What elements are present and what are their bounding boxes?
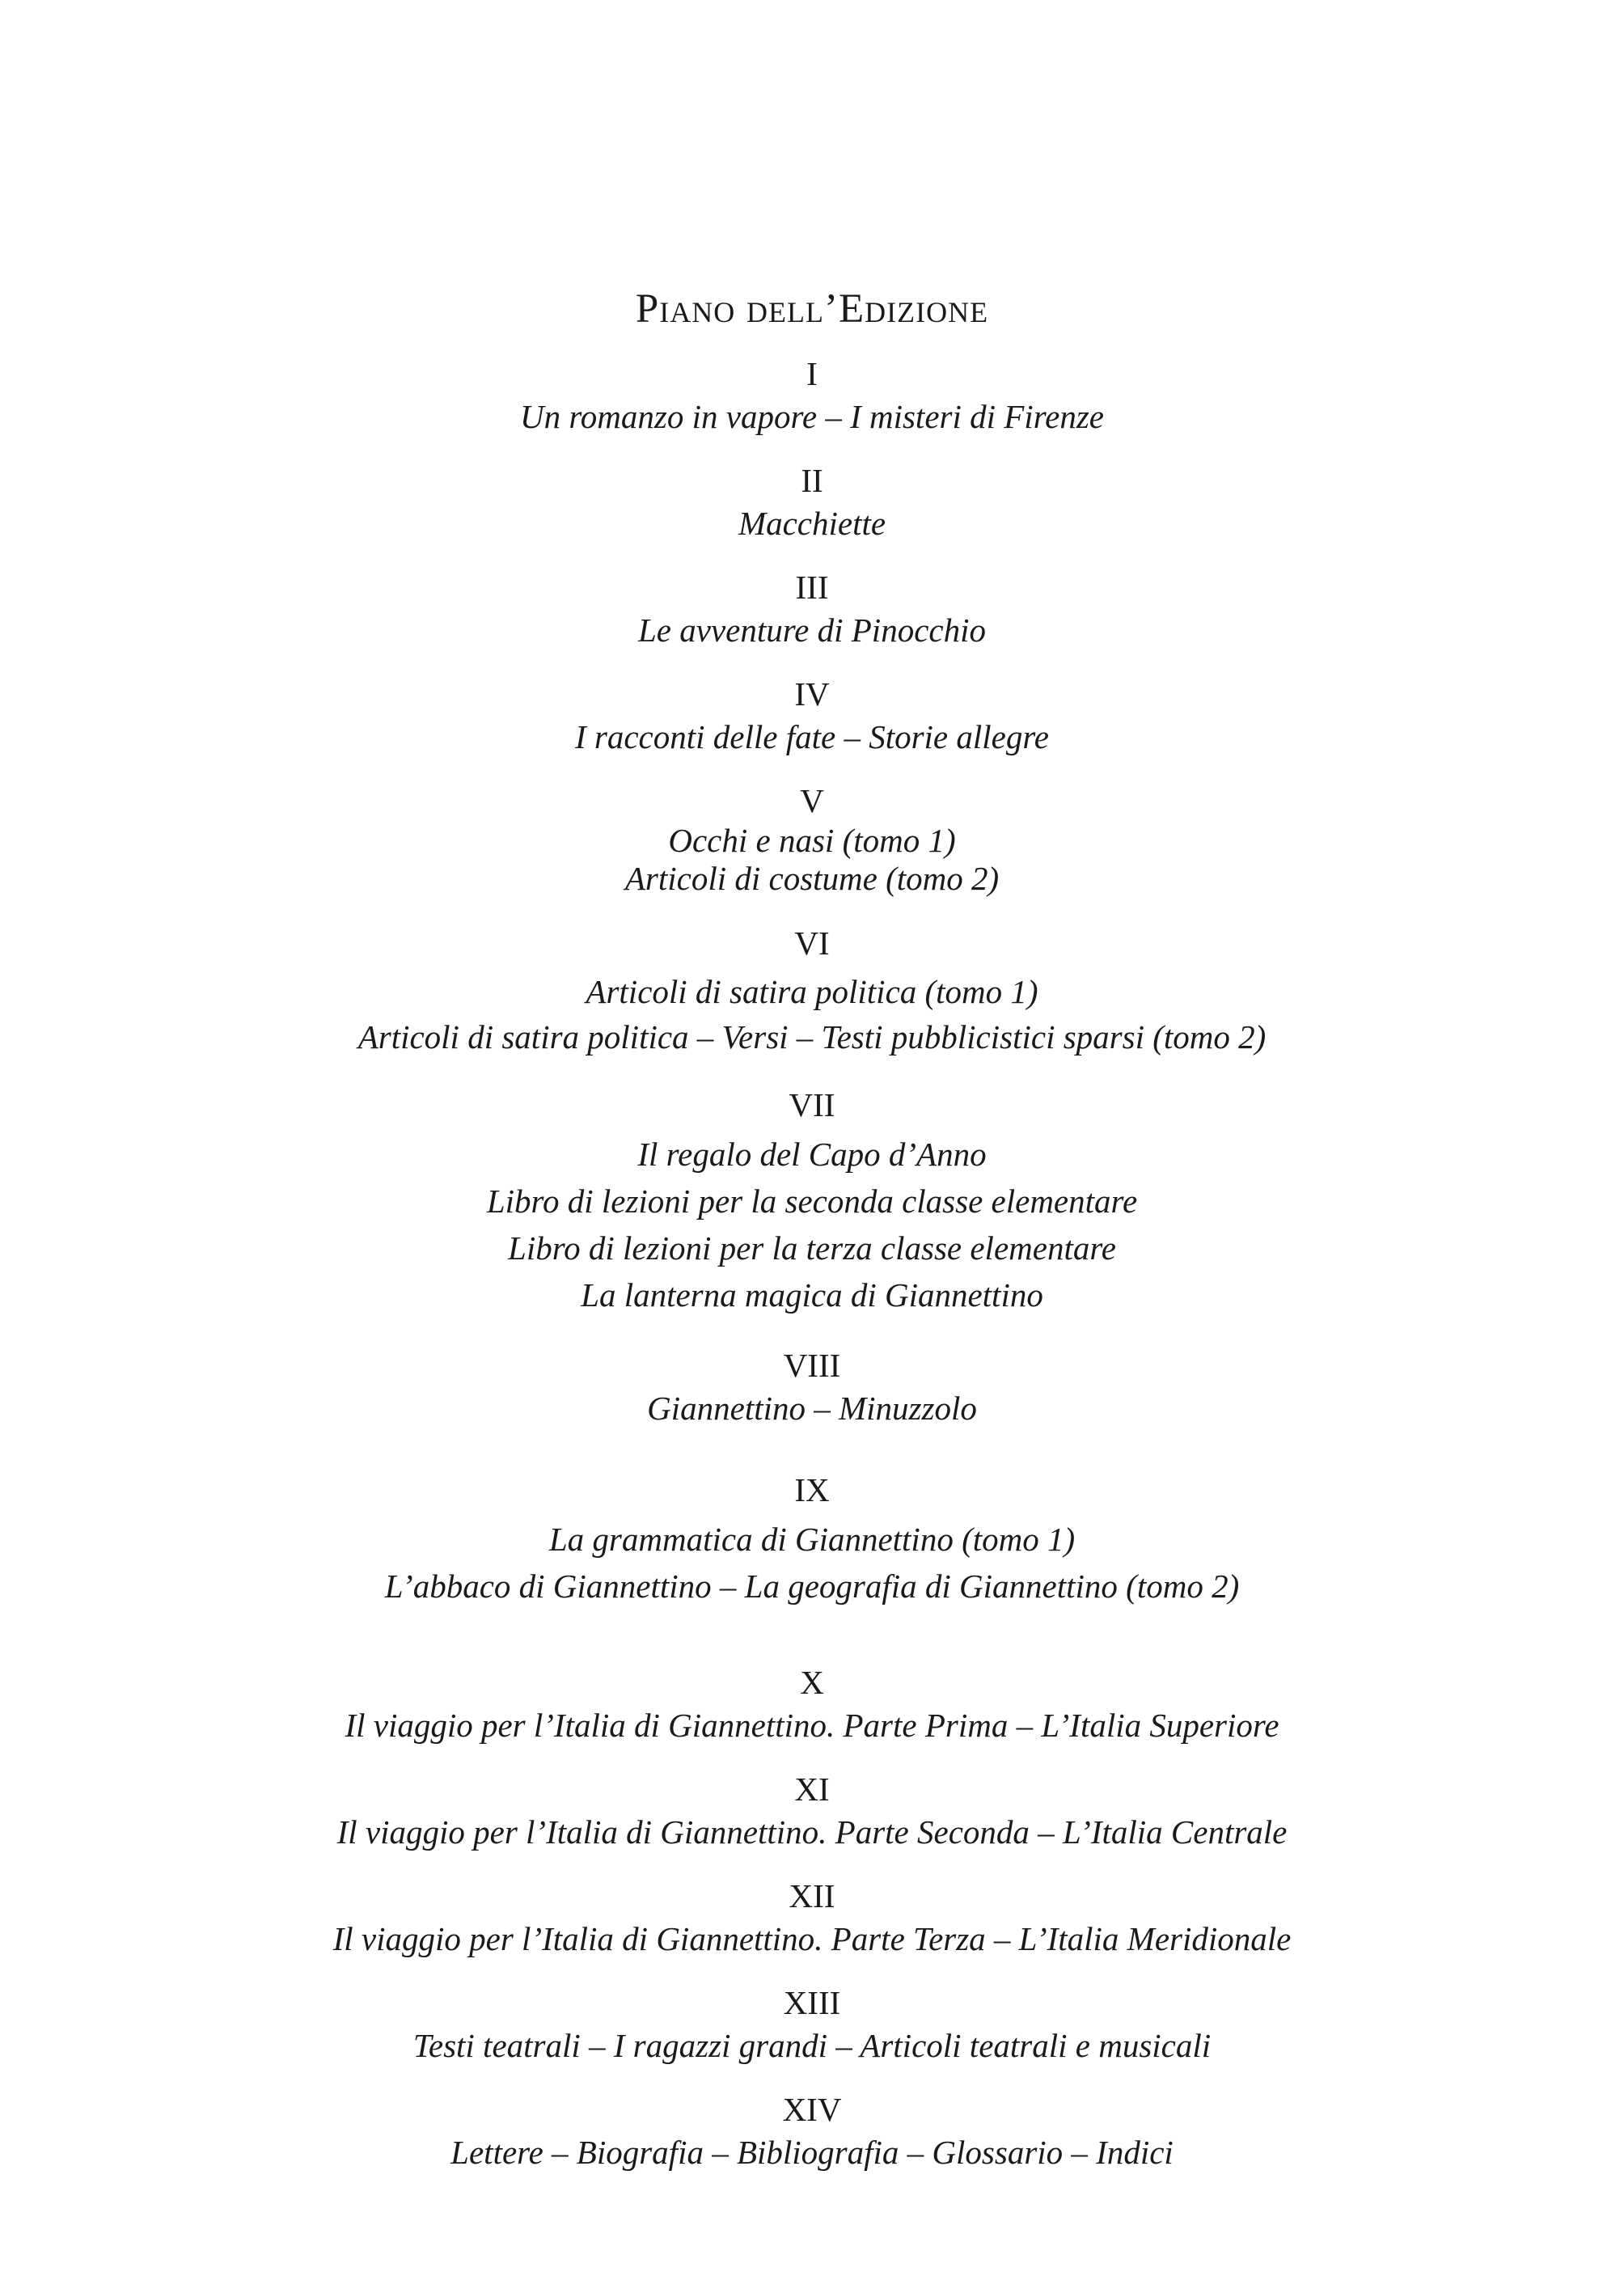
page-title: Piano dell’Edizione bbox=[635, 286, 989, 332]
volume-numeral: II bbox=[801, 462, 823, 499]
volume-work: Libro di lezioni per la seconda classe elementare bbox=[486, 1182, 1138, 1220]
volume-work: Il viaggio per l’Italia di Giannettino. Parte Terza – L’Italia Meridionale bbox=[332, 1920, 1292, 1957]
volume-work: Occhi e nasi (tomo 1) bbox=[668, 822, 956, 859]
volume-work: Un romanzo in vapore – I misteri di Firenze bbox=[520, 398, 1104, 435]
volume-entry bbox=[0, 1982, 1624, 2067]
volume-entry bbox=[0, 922, 1624, 1060]
volume-entry bbox=[0, 1084, 1624, 1318]
volume-entry bbox=[0, 2088, 1624, 2174]
volume-entry bbox=[0, 1469, 1624, 1610]
volume-entry bbox=[0, 673, 1624, 759]
volume-numeral: XI bbox=[794, 1771, 830, 1808]
volume-work: Articoli di costume (tomo 2) bbox=[624, 860, 1000, 897]
volume-entry bbox=[0, 353, 1624, 438]
volume-entry bbox=[0, 459, 1624, 545]
volume-work: Il viaggio per l’Italia di Giannettino. Parte Prima – L’Italia Superiore bbox=[345, 1707, 1279, 1744]
volume-work: L’abbaco di Giannettino – La geografia di Giannettino (tomo 2) bbox=[384, 1567, 1240, 1605]
volume-work: Libro di lezioni per la terza classe elementare bbox=[508, 1229, 1116, 1267]
volume-numeral: XII bbox=[789, 1877, 835, 1914]
volume-work: Lettere – Biografia – Bibliografia – Glossario – Indici bbox=[450, 2134, 1174, 2171]
volume-entry bbox=[0, 780, 1624, 898]
volume-work: Articoli di satira politica (tomo 1) bbox=[586, 973, 1038, 1010]
edition-plan-list bbox=[0, 353, 1624, 2174]
volume-numeral: VII bbox=[789, 1086, 835, 1123]
volume-work: Il viaggio per l’Italia di Giannettino. Parte Seconda – L’Italia Centrale bbox=[336, 1813, 1288, 1851]
volume-entry bbox=[0, 1661, 1624, 1747]
volume-numeral: XIII bbox=[783, 1984, 841, 2021]
volume-work: Testi teatrali – I ragazzi grandi – Articoli teatrali e musicali bbox=[412, 2027, 1212, 2064]
volume-numeral: VIII bbox=[783, 1347, 841, 1384]
volume-work: I racconti delle fate – Storie allegre bbox=[575, 718, 1049, 755]
volume-numeral: V bbox=[800, 782, 824, 819]
volume-work: Il regalo del Capo d’Anno bbox=[637, 1136, 987, 1173]
volume-numeral: IV bbox=[794, 675, 830, 713]
volume-entry bbox=[0, 1344, 1624, 1430]
volume-entry bbox=[0, 566, 1624, 652]
volume-entry bbox=[0, 1768, 1624, 1854]
volume-numeral: VI bbox=[794, 924, 830, 962]
volume-work: La grammatica di Giannettino (tomo 1) bbox=[548, 1521, 1076, 1558]
volume-numeral: X bbox=[800, 1664, 824, 1701]
volume-numeral: IX bbox=[794, 1471, 830, 1508]
volume-work: La lanterna magica di Giannettino bbox=[581, 1276, 1043, 1314]
volume-numeral: III bbox=[795, 569, 829, 606]
volume-work: Macchiette bbox=[738, 505, 886, 542]
volume-work: Giannettino – Minuzzolo bbox=[647, 1390, 977, 1427]
volume-numeral: I bbox=[806, 355, 818, 392]
volume-work: Articoli di satira politica – Versi – Testi pubblicistici sparsi (tomo 2) bbox=[357, 1018, 1267, 1056]
volume-numeral: XIV bbox=[782, 2091, 842, 2128]
volume-work: Le avventure di Pinocchio bbox=[638, 611, 986, 649]
volume-entry bbox=[0, 1875, 1624, 1961]
